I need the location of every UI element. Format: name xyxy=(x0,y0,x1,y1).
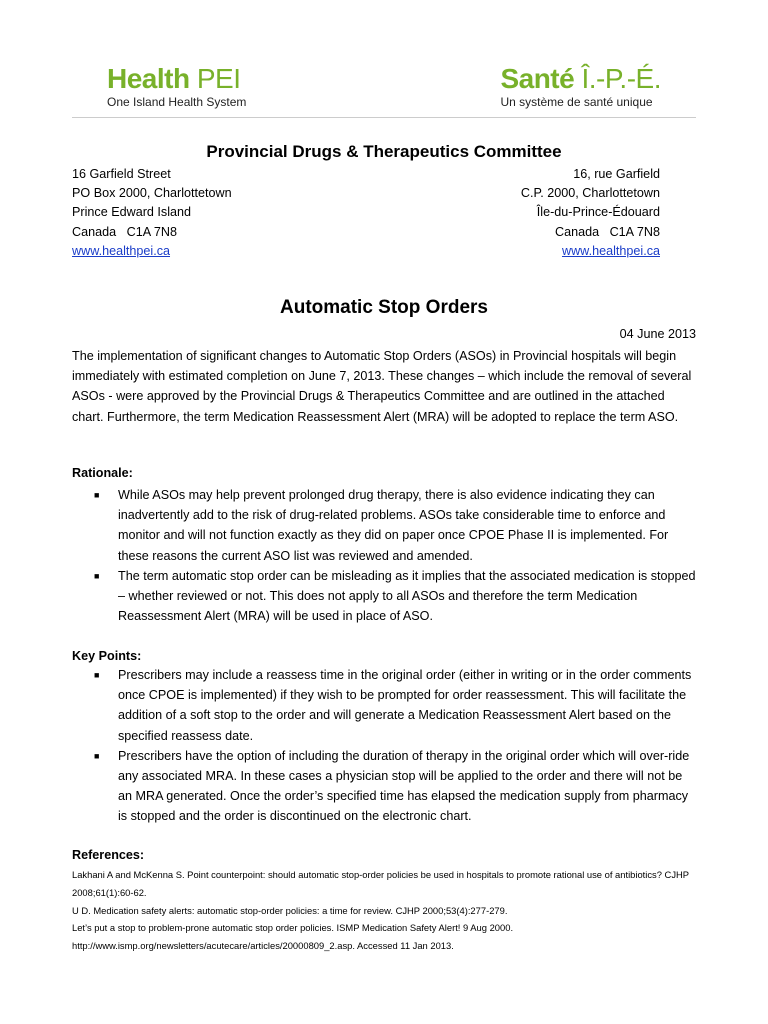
address-line: Prince Edward Island xyxy=(72,205,192,220)
reference-item[interactable]: http://www.ismp.org/newsletters/acutecare/articles/20000809_2.asp. Accessed 11 Jan 2013. xyxy=(72,940,454,952)
reference-item: Let’s put a stop to problem-prone automatic stop order policies. ISMP Medication Safety Alert! 9 Aug 2000. xyxy=(72,922,514,934)
references-heading: References: xyxy=(72,848,145,862)
bullet-icon: ■ xyxy=(94,490,100,500)
logo-right-subtitle: Un système de santé unique xyxy=(500,95,653,109)
list-item: ■ The term automatic stop order can be misleading as it implies that the associated medication is stopped – whether reviewed or not. This does not apply to all ASOs and therefore the term Medication Reassessment Alert (MRA) will be used in place of ASO. xyxy=(72,566,698,627)
address-line: PO Box 2000, Charlottetown xyxy=(72,186,232,201)
bullet-icon: ■ xyxy=(94,570,100,581)
logo-left-main: Health PEI xyxy=(107,63,241,94)
header-divider xyxy=(72,117,696,118)
address-line: 16 Garfield Street xyxy=(72,167,171,181)
bullet-icon: ■ xyxy=(94,670,100,680)
bullet-icon: ■ xyxy=(94,750,100,761)
list-item: ■ While ASOs may help prevent prolonged drug therapy, there is also evidence indicating they can inadvertently add to the risk of drug-related problems. ASOs take considerable time to enforce and monitor and will not function exactly as they did on paper once CPOE Phase II is implemented. For these reasons the current ASO list was reviewed and amended. xyxy=(72,485,698,566)
rationale-heading: Rationale: xyxy=(72,466,133,480)
address-line: Île-du-Prince-Édouard xyxy=(536,205,660,220)
health-pei-logo xyxy=(107,64,246,109)
intro-paragraph: The implementation of significant changes to Automatic Stop Orders (ASOs) in Provincial hospitals will begin immediately with estimated completion on June 7, 2013. These changes – which include the removal of several ASOs - were approved by the Provincial Drugs & Therapeutics Committee and are outlined in the attached chart. Furthermore, the term Medication Reassessment Alert (MRA) will be adopted to replace the term ASO. xyxy=(72,349,692,424)
list-item: ■ Prescribers may include a reassess time in the original order (either in writing or in the order comments once CPOE is implemented) if they wish to be prompted for order reassessment. This will facilitate the addition of a soft stop to the order and will generate a Medication Reassessment Alert based on the specified reassess date. xyxy=(72,665,698,746)
committee-title: Provincial Drugs & Therapeutics Committee xyxy=(206,142,562,161)
address-english xyxy=(72,165,232,261)
rationale-list xyxy=(72,485,698,626)
key-points-list xyxy=(72,665,698,827)
address-line: 16, rue Garfield xyxy=(573,167,660,181)
website-link-fr[interactable]: www.healthpei.ca xyxy=(561,243,660,258)
list-item: ■ Prescribers have the option of including the duration of therapy in the original order which will over-ride any associated MRA. In these cases a physician stop will be applied to the order and there will not be an MRA generated. Once the order’s specified time has elapsed the medication supply from pharmacy is stopped and the order is discontinued on the electronic chart. xyxy=(72,746,698,827)
reference-item: Lakhani A and McKenna S. Point counterpoint: should automatic stop-order policies be used in hospitals to promote rational use of antibiotics? CJHP 2008;61(1):60-62. xyxy=(72,869,689,898)
logo-right-main: Santé Î.-P.-É. xyxy=(500,63,661,94)
sante-ipe-logo xyxy=(500,64,661,109)
reference-item: U D. Medication safety alerts: automatic stop-order policies: a time for review. CJHP 2000;53(4):277-279. xyxy=(72,904,508,916)
logo-left-subtitle: One Island Health System xyxy=(107,95,247,109)
address-line: Canada C1A 7N8 xyxy=(554,224,660,239)
references-list xyxy=(72,866,712,955)
website-link[interactable]: www.healthpei.ca xyxy=(72,243,171,258)
address-line: C.P. 2000, Charlottetown xyxy=(520,186,660,201)
address-line: Canada C1A 7N8 xyxy=(72,224,178,239)
key-points-heading: Key Points: xyxy=(72,649,142,663)
document-date: 04 June 2013 xyxy=(619,327,696,341)
document-title: Automatic Stop Orders xyxy=(280,297,488,318)
address-french xyxy=(521,165,660,261)
